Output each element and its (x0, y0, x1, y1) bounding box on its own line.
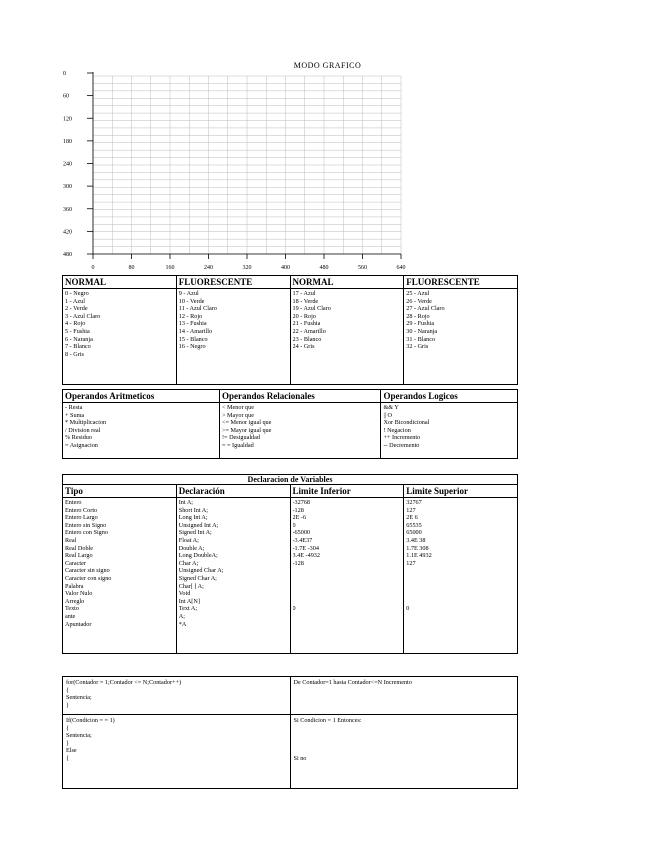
if-code-line: Sentencia; (66, 732, 92, 740)
color-item: 22 - Amarillo (292, 327, 326, 335)
variable-lower-limit: 2E -6 (292, 514, 307, 522)
operator-item: = Asignacion (65, 441, 98, 449)
y-tick-label: 0 (63, 71, 66, 77)
if-code-line: { (66, 724, 69, 732)
y-tick-label: 240 (63, 161, 72, 168)
variable-type: Entero (65, 499, 82, 506)
y-tick-label: 180 (63, 138, 72, 145)
operator-item: != Desigualdad (221, 434, 260, 442)
x-tick-label: 80 (128, 265, 135, 271)
variable-type: Entero Corto (65, 506, 98, 514)
for-code-line: } (66, 701, 69, 709)
y-tick-label: 360 (63, 206, 72, 213)
color-item: 24 - Gris (292, 343, 315, 351)
variable-type: Valor Nulo (65, 590, 93, 598)
variable-upper-limit: 65000 (406, 529, 422, 537)
operator-item: - Resta (65, 404, 83, 411)
variable-type: Apuntador (65, 620, 92, 628)
operator-item: + Suma (65, 411, 85, 419)
variable-type: Entero Largo (65, 514, 98, 522)
color-item: 15 - Blanco (178, 335, 208, 343)
variable-upper-limit: 127 (406, 559, 416, 567)
color-item: 19 - Azul Claro (292, 305, 331, 313)
color-item: 18 - Verde (292, 297, 319, 305)
y-tick-label: 480 (63, 252, 72, 258)
operators-col-log (381, 403, 518, 459)
operator-item: / Division real (65, 426, 101, 434)
variable-lower-limit: -3.4E37 (292, 536, 313, 544)
color-item: 11 - Azul Claro (178, 305, 217, 313)
operator-item: % Residuo (65, 434, 92, 442)
x-tick-label: 640 (396, 265, 406, 271)
variable-declaration: Char[ ] A; (178, 582, 204, 590)
color-item: 26 - Verde (406, 297, 432, 305)
variable-declaration: Void (178, 590, 191, 598)
variable-upper-limit: 1.7E 308 (406, 544, 429, 552)
color-item: 31 - Blanco (406, 335, 436, 343)
variable-lower-limit: 3.4E -4932 (292, 552, 320, 560)
variable-upper-limit: 1.1E 4932 (406, 552, 432, 560)
variable-type: Real (65, 536, 77, 544)
color-item: 7 - Blanco (65, 343, 91, 351)
variable-declaration: *A (178, 620, 187, 628)
operators-table (62, 389, 518, 459)
graphics-grid-chart (55, 68, 420, 273)
if-code (63, 715, 291, 789)
variable-declaration: Unsigned Int A; (178, 521, 219, 529)
color-item: 20 - Rojo (292, 312, 316, 320)
operator-item: Xor Bicondicional (383, 419, 430, 427)
colors-header-normal-1: NORMAL (63, 276, 177, 289)
variable-upper-limit: 3.4E 38 (406, 536, 426, 544)
x-tick-label: 240 (204, 265, 213, 271)
variables-header-superior: Limite Superior (404, 485, 518, 498)
color-item: 6 - Naranja (65, 335, 93, 343)
for-code (63, 677, 291, 715)
operator-item: || O (383, 411, 392, 419)
operator-item: >= Mayor igual que (221, 426, 272, 434)
color-item: 12 - Rojo (178, 312, 203, 320)
if-code-line: If(Condicion = = 1) (66, 717, 115, 724)
color-item: 5 - Fushia (65, 327, 90, 335)
x-tick-label: 480 (319, 265, 329, 271)
color-item: 25 - Azul (406, 290, 430, 297)
variable-lower-limit: 0 (292, 521, 296, 529)
variable-type: Entero con Signo (65, 529, 108, 537)
variable-declaration: A; (178, 612, 185, 620)
variable-type: Caracter sin signo (65, 567, 110, 575)
variable-lower-limit: -1.7E -304 (292, 544, 319, 552)
color-item: 0 - Negro (65, 290, 89, 297)
color-item: 17 - Azul (292, 290, 316, 297)
variable-type: Palabra (65, 582, 84, 590)
variables-header-inferior: Limite Inferior (290, 485, 404, 498)
variables-col-inferior (290, 498, 404, 654)
variables-col-tipo (63, 498, 177, 654)
x-tick-label: 160 (165, 265, 175, 271)
x-tick-label: 0 (91, 265, 95, 271)
colors-col-4 (404, 289, 518, 385)
variable-declaration: Unsigned Char A; (178, 567, 224, 575)
color-item: 16 - Negro (178, 343, 206, 351)
color-item: 28 - Rojo (406, 312, 430, 320)
variable-declaration: Signed Int A; (178, 529, 212, 537)
variable-upper-limit-void: 0 (406, 605, 410, 613)
variable-lower-limit: -128 (292, 506, 304, 514)
y-tick-label: 120 (63, 116, 72, 123)
if-code-line: } (66, 739, 69, 747)
variable-upper-limit: 65535 (406, 521, 422, 529)
variable-declaration: Int A; (178, 499, 194, 506)
color-item: 30 - Naranja (406, 327, 438, 335)
operators-header-log: Operandos Logicos (381, 390, 518, 403)
for-desc: De Contador=1 hasta Contador<=N Incremento (290, 677, 518, 715)
color-item: 4 - Rojo (65, 320, 86, 328)
operator-item: * Multiplicacion (65, 419, 107, 427)
variable-declaration: Signed Char A; (178, 574, 217, 582)
variable-type: ante (65, 612, 76, 620)
variable-lower-limit: -65000 (292, 529, 311, 537)
y-tick-label: 300 (63, 184, 72, 191)
color-item: 14 - Amarillo (178, 327, 213, 335)
colors-col-3 (290, 289, 404, 385)
operator-item: > Mayor que (221, 411, 254, 419)
color-item: 23 - Blanco (292, 335, 322, 343)
colors-table (62, 275, 518, 385)
variable-upper-limit: 32767 (406, 499, 422, 506)
variable-type: Entero sin Signo (65, 521, 107, 529)
operator-item: ++ Incremento (383, 434, 421, 442)
for-code-line: for(Contador = 1;Contador <= N;Contador++) (66, 679, 182, 686)
color-item: 32 - Gris (406, 343, 429, 351)
variables-title: Declaracion de Variables (63, 475, 518, 485)
color-item: 10 - Verde (178, 297, 205, 305)
operators-col-arith (63, 403, 220, 459)
color-item: 29 - Fushia (406, 320, 435, 328)
variables-col-superior (404, 498, 518, 654)
if-code-line: { (66, 754, 69, 762)
if-desc (290, 715, 518, 789)
variable-declaration: Int A[N] (178, 597, 200, 605)
color-item: 1 - Azul (65, 297, 85, 305)
variables-header-tipo: Tipo (63, 485, 177, 498)
color-item: 9 - Azul (178, 290, 199, 297)
variable-type: Real Largo (65, 552, 93, 560)
variable-type: Caracter con signo (65, 574, 112, 582)
if-desc-line: Si Condicion = 1 Entonces: (293, 717, 362, 724)
control-table (62, 676, 518, 789)
operators-header-arith: Operandos Aritmeticos (63, 390, 220, 403)
variables-table (62, 474, 518, 654)
if-desc-line: Si no (293, 754, 307, 762)
variable-upper-limit: 2E 6 (406, 514, 418, 522)
color-item: 8 - Gris (65, 350, 84, 358)
colors-col-2 (176, 289, 290, 385)
variable-declaration: Long DoubleA; (178, 552, 218, 560)
colors-header-fluor-1: FLUORESCENTE (176, 276, 290, 289)
variable-upper-limit: 127 (406, 506, 416, 514)
operator-item: < Menor que (221, 404, 254, 411)
variable-declaration: Long Int A; (178, 514, 208, 522)
variables-header-declaracion: Declaración (176, 485, 290, 498)
variable-type: Caracter (65, 559, 86, 567)
variable-declaration: Double A; (178, 544, 205, 552)
color-item: 27 - Azul Claro (406, 305, 445, 313)
colors-col-1 (63, 289, 177, 385)
y-tick-label: 60 (63, 93, 69, 100)
x-tick-label: 400 (281, 265, 290, 271)
variable-declaration: Float A; (178, 536, 199, 544)
x-tick-label: 560 (358, 265, 367, 271)
operator-item: ! Negacion (383, 426, 411, 434)
operators-col-rel (219, 403, 381, 459)
variable-type: Texto (65, 605, 79, 613)
if-code-line: Else (66, 747, 77, 755)
colors-header-normal-2: NORMAL (290, 276, 404, 289)
color-item: 2 - Verde (65, 305, 88, 313)
color-item: 13 - Fushia (178, 320, 207, 328)
color-item: 21 - Fushia (292, 320, 321, 328)
operator-item: -- Decremento (383, 441, 420, 449)
y-tick-label: 420 (63, 229, 72, 236)
variable-lower-limit: -128 (292, 559, 304, 567)
for-code-line: { (66, 686, 69, 694)
operators-header-rel: Operandos Relacionales (219, 390, 381, 403)
colors-header-fluor-2: FLUORESCENTE (404, 276, 518, 289)
operator-item: = = Igualdad (221, 441, 254, 449)
variable-type: Real Doble (65, 544, 94, 552)
variable-lower-limit-void: 0 (292, 605, 296, 613)
operator-item: && Y (383, 404, 399, 411)
x-tick-label: 320 (242, 265, 252, 271)
variable-lower-limit: -32768 (292, 499, 311, 506)
variable-declaration: Char A; (178, 559, 199, 567)
color-item: 3 - Azul Claro (65, 312, 101, 320)
operator-item: <= Menor igual que (221, 419, 272, 427)
for-code-line: Sentencia; (66, 694, 92, 702)
variable-declaration: Short Int A; (178, 506, 208, 514)
variable-declaration: Text A; (178, 605, 198, 613)
variables-col-declaracion (176, 498, 290, 654)
chart-title: MODO GRAFICO (293, 61, 362, 70)
variable-type: Arreglo (65, 597, 85, 605)
